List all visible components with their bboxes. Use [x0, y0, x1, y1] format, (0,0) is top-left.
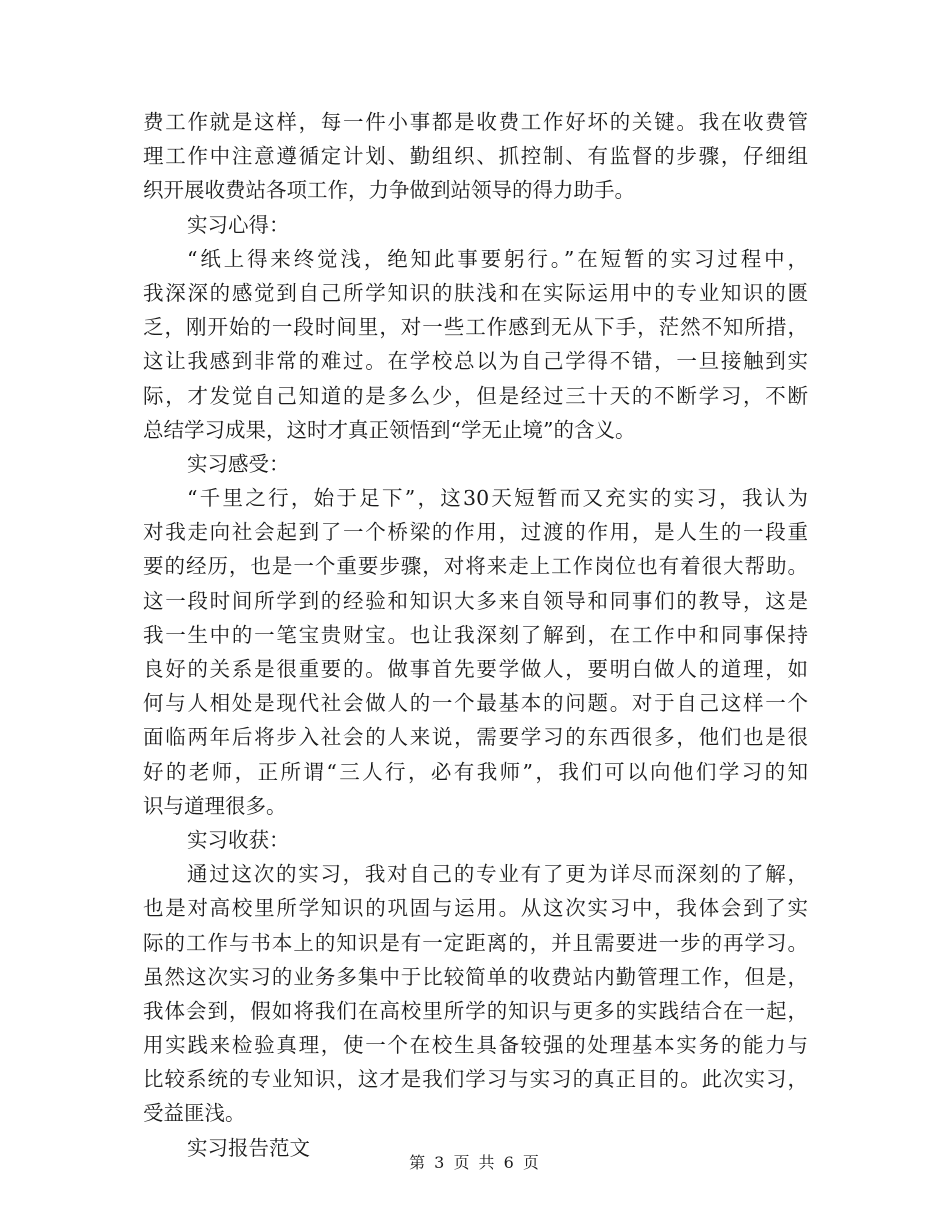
paragraph-line: 我一生中的一笔宝贵财宝。也让我深刻了解到，在工作中和同事保持	[143, 622, 808, 647]
paragraph-line: 虽然这次实习的业务多集中于比较简单的收费站内勤管理工作，但是，	[143, 964, 808, 989]
paragraph-line: 织开展收费站各项工作，力争做到站领导的得力助手。	[143, 178, 635, 203]
paragraph-line: “纸上得来终觉浅，绝知此事要躬行。”在短暂的实习过程中，	[187, 246, 808, 271]
paragraph-line: 也是对高校里所学知识的巩固与运用。从这次实习中，我体会到了实	[143, 896, 808, 921]
document-body	[143, 105, 808, 1165]
paragraph-line: 理工作中注意遵循定计划、勤组织、抓控制、有监督的步骤，仔细组	[143, 144, 808, 169]
paragraph-line: 际，才发觉自己知道的是多么少，但是经过三十天的不断学习，不断	[143, 383, 808, 408]
paragraph-line: 际的工作与书本上的知识是有一定距离的，并且需要进一步的再学习。	[143, 930, 808, 955]
paragraph-line: 对我走向社会起到了一个桥梁的作用，过渡的作用，是人生的一段重	[143, 520, 808, 545]
paragraph-line: 用实践来检验真理，使一个在校生具备较强的处理基本实务的能力与	[143, 1033, 808, 1058]
paragraph-line: 费工作就是这样，每一件小事都是收费工作好坏的关键。我在收费管	[143, 110, 808, 134]
section-heading: 实习心得：	[187, 212, 290, 237]
paragraph-line: 这让我感到非常的难过。在学校总以为自己学得不错，一旦接触到实	[143, 349, 808, 374]
paragraph-line: 面临两年后将步入社会的人来说，需要学习的东西很多，他们也是很	[143, 725, 808, 750]
section-heading: 实习感受：	[187, 451, 290, 476]
paragraph-line: “千里之行，始于足下”，这30天短暂而又充实的实习，我认为	[187, 486, 808, 511]
paragraph-line: 总结学习成果，这时才真正领悟到“学无止境”的含义。	[143, 417, 636, 442]
paragraph-line: 良好的关系是很重要的。做事首先要学做人，要明白做人的道理，如	[143, 657, 808, 681]
paragraph-line: 受益匪浅。	[143, 1101, 246, 1126]
paragraph-line: 我深深的感觉到自己所学知识的肤浅和在实际运用中的专业知识的匮	[143, 280, 808, 305]
paragraph-line: 通过这次的实习，我对自己的专业有了更为详尽而深刻的了解，	[187, 862, 808, 887]
page-footer: 第 3 页 共 6 页	[409, 1153, 541, 1172]
section-heading: 实习报告范文	[187, 1135, 310, 1160]
paragraph-line: 何与人相处是现代社会做人的一个最基本的问题。对于自己这样一个	[143, 691, 808, 716]
paragraph-line: 乏，刚开始的一段时间里，对一些工作感到无从下手，茫然不知所措，	[143, 315, 808, 340]
paragraph-line: 比较系统的专业知识，这才是我们学习与实习的真正目的。此次实习，	[143, 1067, 808, 1092]
paragraph-line: 这一段时间所学到的经验和知识大多来自领导和同事们的教导，这是	[143, 588, 808, 613]
paragraph-line: 要的经历，也是一个重要步骤，对将来走上工作岗位也有着很大帮助。	[143, 554, 808, 579]
paragraph-line: 我体会到，假如将我们在高校里所学的知识与更多的实践结合在一起，	[143, 998, 808, 1023]
paragraph-line: 好的老师，正所谓“三人行，必有我师”，我们可以向他们学习的知	[143, 759, 808, 784]
paragraph-line: 识与道理很多。	[143, 793, 287, 818]
section-heading: 实习收获：	[187, 827, 290, 852]
